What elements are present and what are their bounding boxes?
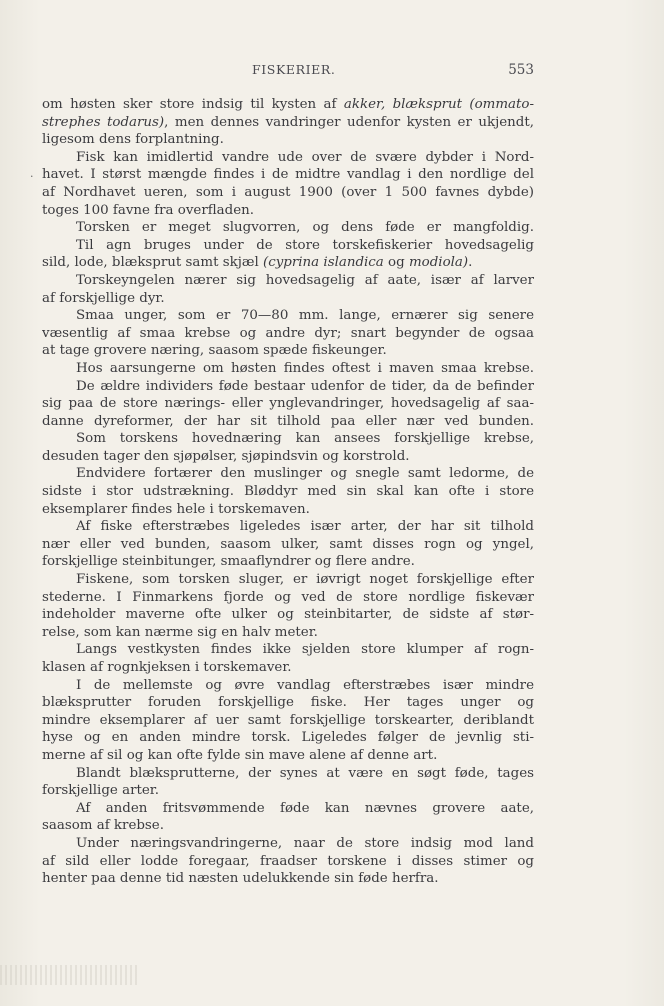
text-line: indeholder maverne ofte ulker og steinbitarter, de sidste af stør- [42,607,534,623]
text-line: De ældre individers føde bestaar udenfor de tider, da de befinder [76,378,534,394]
text-line: Langs vestkysten findes ikke sjelden store klumper af rogn- [76,642,534,658]
text-line: I de mellemste og øvre vandlag efterstræbes især mindre [76,677,534,693]
text-line: Fiskene, som torsken sluger, er iøvrigt noget forskjellige efter [76,572,534,588]
text-line: Som torskens hovednæring kan ansees forskjellige krebse, [76,431,534,447]
text-line: Fisk kan imidlertid vandre ude over de svære dybder i Nord- [76,149,534,165]
text-line: strephes todarus), men dennes vandringer udenfor kysten er ukjendt, [42,114,534,130]
text-line: klasen af rognkjeksen i torskemaver. [42,660,292,675]
text-line: henter paa denne tid næsten udelukkende sin føde herfra. [42,871,439,887]
text-line: toges 100 favne fra overfladen. [42,202,255,218]
text-line: sidste i stor udstrækning. Bløddyr med sin skal kan ofte i store [42,484,534,500]
text-line: Smaa unger, som er 70—80 mm. lange, ernærer sig senere [76,308,534,324]
text-line: blæksprutter foruden forskjellige fiske. Her tages unger og [42,695,534,711]
text-line: at tage grovere næring, saasom spæde fiskeunger. [42,343,387,359]
text-line: af sild eller lodde foregaar, fraadser torskene i disses stimer og [42,853,534,869]
text-line: mindre eksemplarer af uer samt forskjellige torskearter, deriblandt [42,712,534,728]
text-line: relse, som kan nærme sig en halv meter. [42,624,318,640]
text-line: Torsken er meget slugvorren, og dens føde er mangfoldig. [76,220,534,236]
text-line: stederne. I Finmarkens fjorde og ved de store nordlige fiskevær [42,589,534,605]
paper-stain [0,965,140,985]
body-text [42,96,534,888]
text-line: sig paa de store nærings- eller ynglevandringer, hovedsagelig af saa- [42,396,534,412]
text-line: Torskeyngelen nærer sig hovedsagelig af aate, især af larver [76,272,534,288]
text-line: nær eller ved bunden, saasom ulker, samt disses rogn og yngel, [42,536,534,552]
text-line: desuden tager den sjøpølser, sjøpindsvin og korstrold. [42,448,410,464]
text-line: af Nordhavet ueren, som i august 1900 (over 1 500 favnes dybde) [42,184,534,200]
text-line: havet. I størst mængde findes i de midtre vandlag i den nordlige del [42,167,534,183]
text-line: Under næringsvandringerne, naar de store indsig mod land [76,835,534,851]
text-line: væsentlig af smaa krebse og andre dyr; snart begynder de ogsaa [42,325,534,341]
page-number: 553 [508,62,534,78]
text-line: danne dyreformer, der har sit tilhold paa eller nær ved bunden. [42,413,534,429]
text-line: Af fiske efterstræbes ligeledes især arter, der har sit tilhold [76,519,534,535]
text-line: om høsten sker store indsig til kysten af akker, blæksprut (ommato- [42,97,534,112]
text-line: forskjellige arter. [42,783,159,799]
text-line: Af anden fritsvømmende føde kan nævnes grovere aate, [76,800,534,816]
text-line: sild, lode, blæksprut samt skjæl (cyprina islandica og modiola). [42,255,473,271]
text-line: Til agn bruges under de store torskefiskerier hovedsagelig [76,237,534,253]
text-line: af forskjellige dyr. [42,290,165,306]
text-line: Endvidere fortærer den muslinger og snegle samt ledorme, de [76,466,534,482]
running-header [42,62,534,82]
margin-mark: · [30,170,34,183]
running-title: FISKERIER. [252,62,336,77]
text-line: Blandt blæksprutterne, der synes at være en søgt føde, tages [76,765,534,781]
text-line: saasom af krebse. [42,818,164,834]
text-line: eksemplarer findes hele i torskemaven. [42,501,310,517]
text-line: forskjellige steinbitunger, smaaflyndrer og flere andre. [42,554,415,570]
text-line: ligesom dens forplantning. [42,132,224,148]
text-line: hyse og en anden mindre torsk. Ligeledes følger de jevnlig sti- [42,730,534,746]
text-line: merne af sil og kan ofte fylde sin mave alene af denne art. [42,747,438,763]
text-line: Hos aarsungerne om høsten findes oftest i maven smaa krebse. [76,360,534,376]
